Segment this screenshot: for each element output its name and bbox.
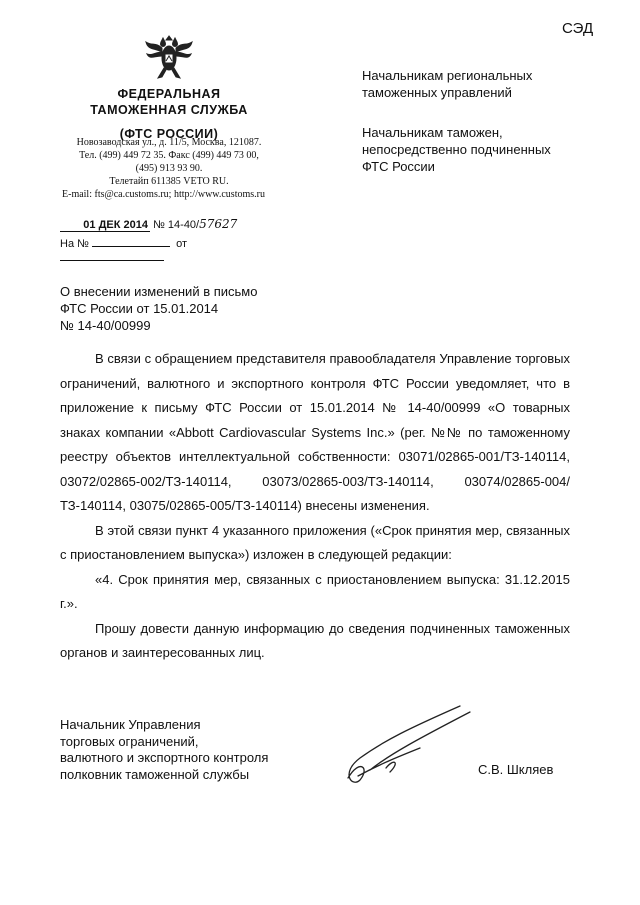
- subject-line: № 14-40/00999: [60, 318, 151, 333]
- body-paragraph-2: В этой связи пункт 4 указанного приложения («Срок принятия мер, связанных с приостановлением выпуска») изложен в следующей редакции:: [60, 522, 570, 562]
- reference-number-blank: [92, 236, 170, 247]
- organization-header: [60, 86, 278, 142]
- signatory-line: торговых ограничений,: [60, 733, 199, 749]
- addressee-line: непосредственно подчиненных: [362, 142, 551, 157]
- reference-line: [60, 236, 280, 264]
- signatory-name: С.В. Шкляев: [478, 762, 554, 777]
- org-name-line1: ФЕДЕРАЛЬНАЯ: [117, 87, 221, 101]
- org-name-line2: ТАМОЖЕННАЯ СЛУЖБА: [90, 103, 248, 117]
- reference-date-blank: [60, 250, 164, 261]
- org-short-name: (ФТС РОССИИ): [119, 127, 219, 141]
- body-paragraph-4: Прошу довести данную информацию до сведения подчиненных таможенных органов и заинтересованных лиц.: [60, 620, 570, 660]
- registration-number-prefix: № 14-40/: [153, 219, 200, 231]
- letter-subject: [60, 283, 340, 334]
- registration-number-handwritten: 57627: [199, 217, 238, 231]
- registration-line: [60, 217, 280, 232]
- letter-body: [60, 347, 570, 666]
- reference-date-label: от: [176, 238, 188, 250]
- addressee-line: ФТС России: [362, 159, 435, 174]
- signatory-line: полковник таможенной службы: [60, 766, 250, 782]
- addressee-line: Начальникам таможен,: [362, 125, 503, 140]
- body-paragraph-3: «4. Срок принятия мер, связанных с приостановлением выпуска: 31.12.2015 г.».: [60, 571, 570, 611]
- subject-line: ФТС России от 15.01.2014: [60, 301, 219, 316]
- contact-phone: Тел. (499) 449 72 35. Факс (499) 449 73 00,: [79, 150, 259, 161]
- system-label: СЭД: [562, 20, 594, 37]
- contact-address: Новозаводская ул., д. 11/5, Москва, 121087.: [76, 137, 262, 148]
- addressee-line: Начальникам региональных: [362, 68, 533, 83]
- contact-email: E-mail: fts@ca.customs.ru; http://www.customs.ru: [62, 189, 265, 200]
- coat-of-arms-icon: [142, 30, 196, 84]
- signatory-position: [60, 717, 320, 783]
- signatory-line: валютного и экспортного контроля: [60, 750, 269, 765]
- addressee-line: таможенных управлений: [362, 85, 512, 100]
- body-paragraph-1: В связи с обращением представителя правообладателя Управление торговых ограничений, валютного и экспортного контроля ФТС России уведомляет, что в приложение к письму ФТС России от 15.01.2014 № 14-40/00999 «О товарных знаках компании «Abbott Cardiovascular Systems Inc.» (рег. №№ по таможенному реестру объектов интеллектуальной собственности: 03071/02865-001/ТЗ-140114, 03072/02865-002/ТЗ-140114, 03073/02865-003/ТЗ-140114, 03074/02865-004/ТЗ-140114, 03075/02865-005/ТЗ-140114) внесены изменения.: [60, 351, 570, 513]
- handwritten-signature: [330, 698, 480, 788]
- addressee-block-1: [362, 67, 582, 101]
- contact-phone2: (495) 913 93 90.: [135, 163, 203, 174]
- addressee-block-2: [362, 124, 582, 175]
- reference-number-label: На №: [60, 238, 89, 250]
- registration-date: 01 ДЕК 2014: [60, 219, 150, 232]
- contact-block: [60, 136, 278, 201]
- signatory-line: Начальник Управления: [60, 717, 201, 732]
- contact-teletype: Телетайп 611385 VETO RU.: [109, 176, 229, 187]
- subject-line: О внесении изменений в письмо: [60, 284, 258, 299]
